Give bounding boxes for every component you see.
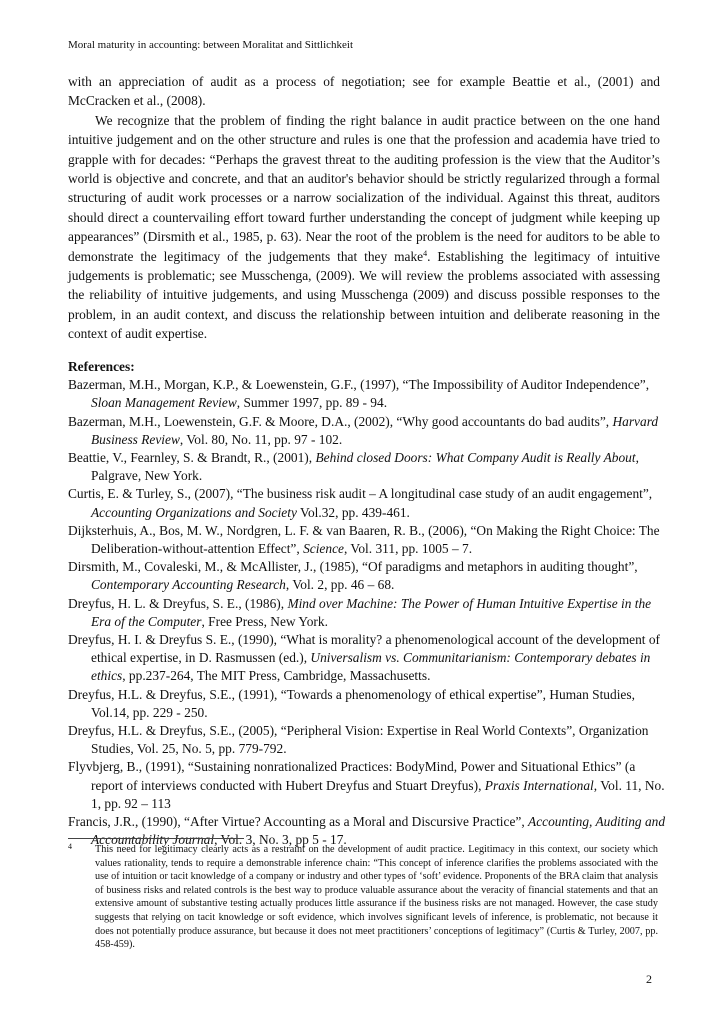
reference-item: [68, 376, 668, 412]
reference-details: , Palgrave, New York.: [91, 450, 639, 484]
reference-details: , Free Press, New York.: [201, 613, 328, 629]
references-section: [68, 358, 668, 849]
reference-details: , Vol. 311, pp. 1005 – 7.: [343, 541, 473, 557]
body-text: [68, 72, 660, 344]
reference-text: Francis, J.R., (1990), “After Virtue? Accounting as a Moral and Discursive Practice”,: [68, 814, 529, 830]
reference-item: [68, 558, 668, 594]
reference-item: [68, 522, 668, 558]
reference-item: [68, 686, 668, 722]
footnote-separator: [68, 838, 244, 839]
footnote-mark: 4: [68, 842, 72, 851]
reference-source-title: Accounting Organizations and Society: [91, 504, 297, 520]
reference-text: Bazerman, M.H., Loewenstein, G.F. & Moore, D.A., (2002), “Why good accountants do bad audits”,: [68, 413, 613, 429]
reference-text: Bazerman, M.H., Morgan, K.P., & Loewenstein, G.F., (1997), “The Impossibility of Auditor Independence”,: [68, 377, 650, 393]
reference-details: , Summer 1997, pp. 89 - 94.: [236, 395, 388, 411]
reference-details: , Vol. 80, No. 11, pp. 97 - 102.: [179, 431, 343, 447]
reference-item: [68, 413, 668, 449]
reference-source-title: Universalism vs. Communitarianism: Contemporary debates in ethics: [91, 650, 651, 684]
reference-text: Beattie, V., Fearnley, S. & Brandt, R., (2001),: [68, 450, 316, 466]
reference-item: [68, 631, 668, 686]
reference-source-title: Contemporary Accounting Research: [91, 577, 286, 593]
reference-text: Dreyfus, H.L. & Dreyfus, S.E., (1991), “Towards a phenomenology of ethical expertise”, Human Studies, Vol.14, pp. 229 - 250.: [68, 686, 635, 720]
reference-source-title: Praxis International: [484, 777, 594, 793]
reference-text: Dreyfus, H. I. & Dreyfus S. E., (1990), “What is morality? a phenomenological account of the development of ethical expertise, in D. Rasmussen (ed.),: [68, 632, 660, 666]
reference-source-title: Harvard Business Review: [91, 413, 659, 447]
reference-list: [68, 376, 668, 849]
reference-item: [68, 595, 668, 631]
reference-details: , Vol. 2, pp. 46 – 68.: [285, 577, 395, 593]
reference-text: Dijksterhuis, A., Bos, M. W., Nordgren, L. F. & van Baaren, R. B., (2006), “On Making the Right Choice: The Deliberation-without-attention Effect”,: [68, 522, 660, 557]
running-header: Moral maturity in accounting: between Moralitat and Sittlichkeit: [68, 39, 354, 51]
reference-source-title: Mind over Machine: The Power of Human Intuitive Expertise in the Era of the Computer: [91, 595, 652, 629]
paragraph-2-part-1: We recognize that the problem of finding the right balance in audit practice between on the one hand intuitive judgement and on the other structure and rules is one that the profession and academia have tried to grapple with for decades: “Perhaps the gravest threat to the auditing profession is the view that the Auditor’s world is objective and concrete, and that an auditor's behavior should be strictly regularized through a formal structuring of audit work processes or a narrow socialization of the individual. Against this threat, auditors should direct a countervailing effort toward further understanding the concept of judgment while keeping up appearances” (Dirsmith et al., 1985, p. 63). Near the root of the problem is the need for auditors to be able to demonstrate the legitimacy of the judgements that they make: [68, 112, 660, 264]
reference-details: , Vol. 3, No. 3, pp 5 - 17.: [214, 832, 347, 848]
footnote-reference-4[interactable]: 4: [423, 248, 428, 258]
reference-source-title: Accounting, Auditing and Accountability Journal: [91, 814, 666, 848]
reference-text: Dirsmith, M., Covaleski, M., & McAllister, J., (1985), “Of paradigms and metaphors in auditing thought”,: [68, 559, 638, 575]
reference-details: Vol.32, pp. 439-461.: [296, 504, 410, 520]
reference-item: [68, 485, 668, 521]
reference-text: Dreyfus, H. L. & Dreyfus, S. E., (1986),: [68, 595, 288, 611]
reference-source-title: Behind closed Doors: What Company Audit is Really About: [315, 450, 636, 466]
reference-source-title: Science: [303, 541, 344, 557]
footnote: [68, 843, 658, 952]
paragraph-2-part-2: . Establishing the legitimacy of intuitive judgements is problematic; see Musschenga, (2009). We will review the problems associated with assessing the reliability of intuitive judgements, and using Musschenga (2009) and discuss possible responses to the problem, in an audit context, and discuss the relationship between intuition and deliberate reasoning in the context of audit expertise.: [68, 248, 660, 342]
references-heading: References:: [68, 359, 135, 374]
reference-details: , pp.237-264, The MIT Press, Cambridge, Massachusetts.: [122, 668, 431, 684]
reference-item: [68, 722, 668, 758]
paragraph-2: [68, 111, 660, 344]
page-number: 2: [646, 972, 652, 986]
reference-details: , Vol. 11, No. 1, pp. 92 – 113: [91, 777, 665, 811]
reference-item: [68, 449, 668, 485]
footnote-text: This need for legitimacy clearly acts as a restraint on the development of audit practice. Legitimacy in this context, our society which values rationality, tends to require a demonstrable inference chain: “This concept of inference clarifies the problems associated with the use of intuition or tacit knowledge of a company or industry and other types of ‘soft’ evidence. Proponents of the BRA claim that analysis of business risks and related controls is the best way to produce valuable assurance about the veracity of financial statements and that an extensive amount of substantive testing actually produces little assurance if the business risks are not managed. However, the case study suggests that relying on tacit knowledge or soft evidence, which involves significant levels of inference, is problematic, not because it does not potentially produce assurance, but because it does not meet practitioners’ conceptions of legitimacy” (Curtis & Turley, 2007, pp. 458-459).: [95, 844, 658, 951]
paragraph-1: with an appreciation of audit as a process of negotiation; see for example Beattie et al., (2001) and McCracken et al., (2008).: [68, 74, 660, 109]
reference-text: Curtis, E. & Turley, S., (2007), “The business risk audit – A longitudinal case study of an audit engagement”,: [68, 486, 653, 502]
reference-source-title: Sloan Management Review: [91, 395, 237, 411]
reference-text: Dreyfus, H.L. & Dreyfus, S.E., (2005), “Peripheral Vision: Expertise in Real World Contexts”, Organization Studies, Vol. 25, No. 5, pp. 779-792.: [68, 723, 649, 757]
reference-item: [68, 758, 668, 813]
reference-text: Flyvbjerg, B., (1991), “Sustaining nonrationalized Practices: BodyMind, Power and Situational Ethics” (a report of interviews conducted with Hubert Dreyfus and Stuart Dreyfus),: [68, 759, 636, 793]
